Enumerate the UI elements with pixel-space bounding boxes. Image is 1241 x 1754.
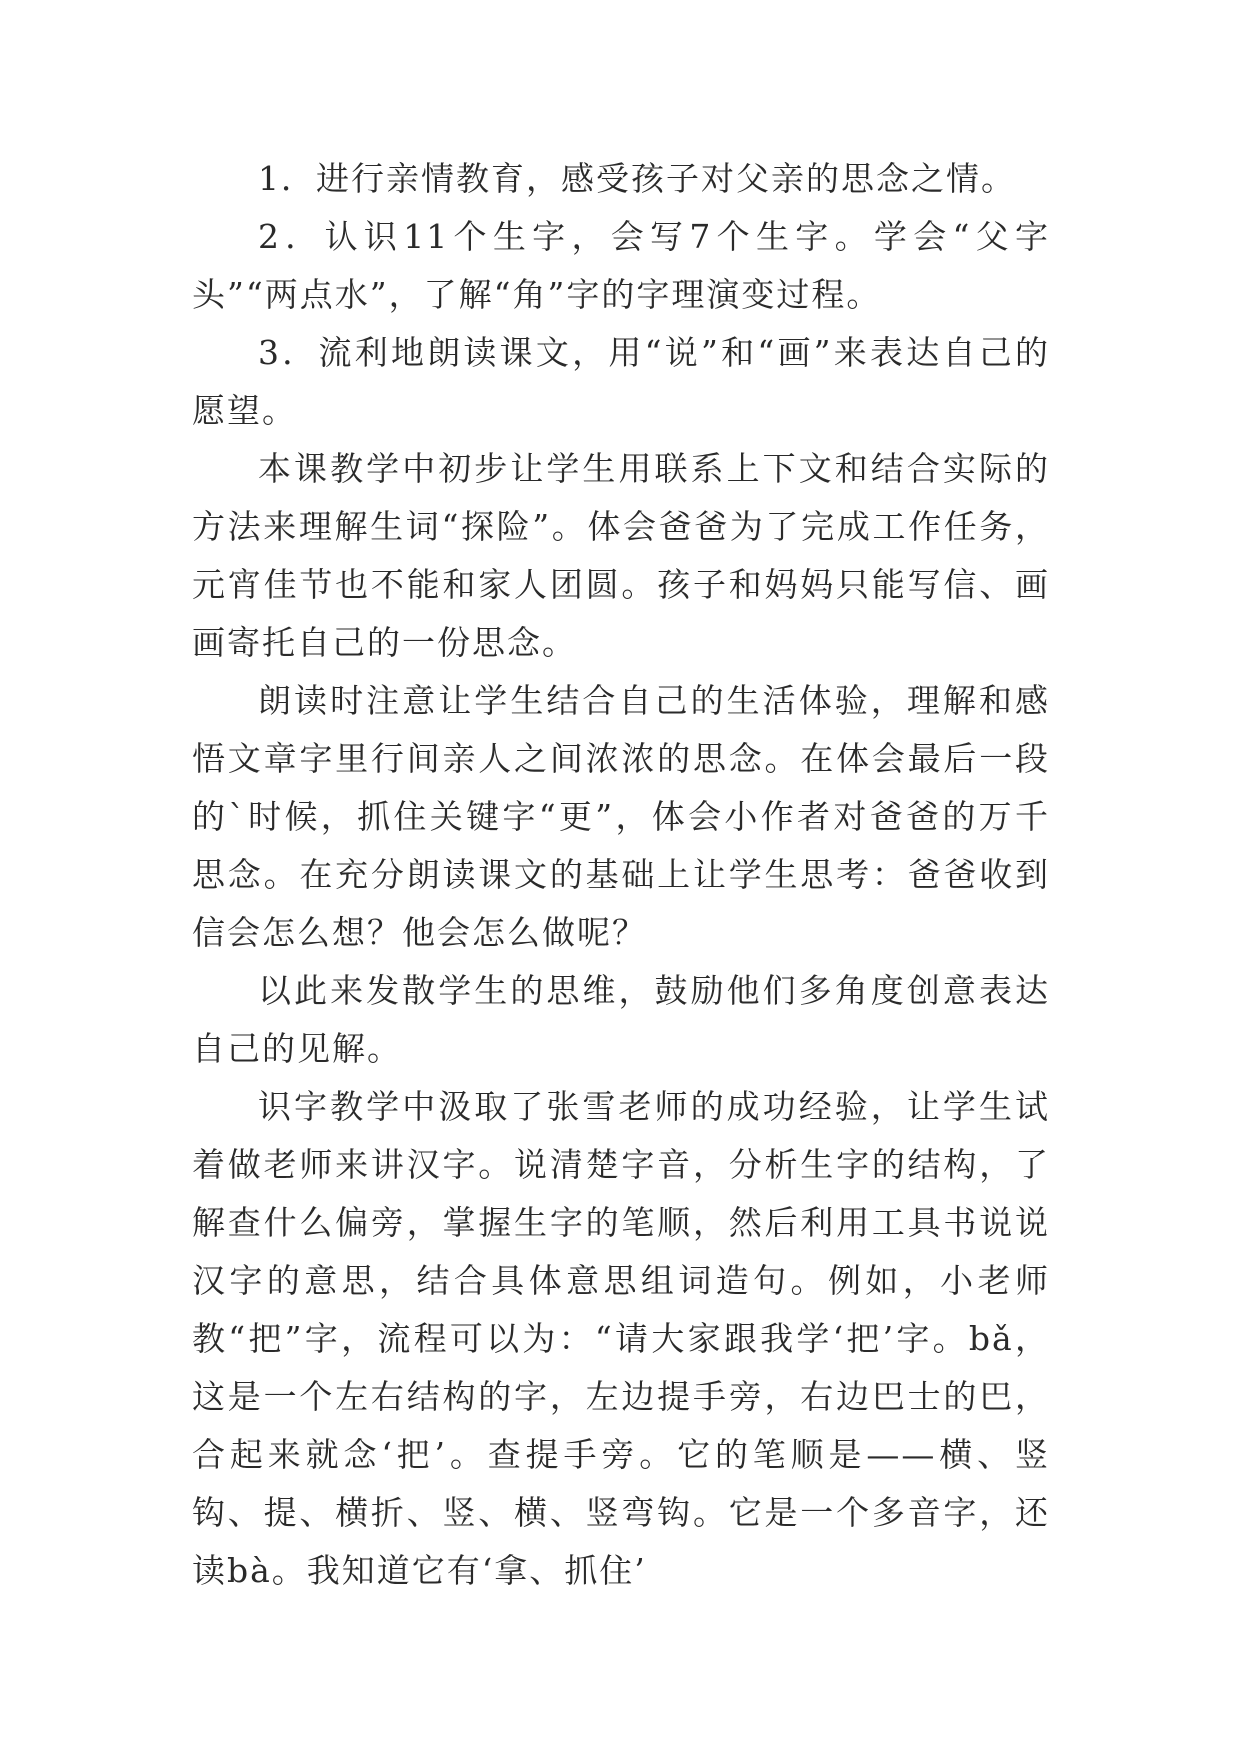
paragraph-reading-experience: 朗读时注意让学生结合自己的生活体验，理解和感悟文章字里行间亲人之间浓浓的思念。在体会最后一段的`时候，抓住关键字“更”，体会小作者对爸爸的万千思念。在充分朗读课文的基础上让学生思考：爸爸收到信会怎么想？他会怎么做呢？ xyxy=(192,681,1050,952)
paragraph-goal-2: 2．认识11个生字，会写7个生字。学会“父字头”“两点水”，了解“角”字的字理演变过程。 xyxy=(192,217,1050,314)
paragraph-divergent-thinking: 以此来发散学生的思维，鼓励他们多角度创意表达自己的见解。 xyxy=(192,971,1050,1068)
paragraph-goal-1: 1．进行亲情教育，感受孩子对父亲的思念之情。 xyxy=(258,159,1016,198)
paragraph-goal-3: 3．流利地朗读课文，用“说”和“画”来表达自己的愿望。 xyxy=(192,333,1050,430)
paragraph-vocabulary-method: 本课教学中初步让学生用联系上下文和结合实际的方法来理解生词“探险”。体会爸爸为了完成工作任务，元宵佳节也不能和家人团圆。孩子和妈妈只能写信、画画寄托自己的一份思念。 xyxy=(192,449,1050,662)
document-page xyxy=(192,150,1050,1600)
paragraph-literacy-teaching: 识字教学中汲取了张雪老师的成功经验，让学生试着做老师来讲汉字。说清楚字音，分析生字的结构，了解查什么偏旁，掌握生字的笔顺，然后利用工具书说说汉字的意思，结合具体意思组词造句。例如，小老师教“把”字，流程可以为：“请大家跟我学‘把’字。bǎ，这是一个左右结构的字，左边提手旁，右边巴士的巴，合起来就念‘把’。查提手旁。它的笔顺是——横、竖钩、提、横折、竖、横、竖弯钩。它是一个多音字，还读bà。我知道它有‘拿、抓住’ xyxy=(192,1087,1050,1590)
